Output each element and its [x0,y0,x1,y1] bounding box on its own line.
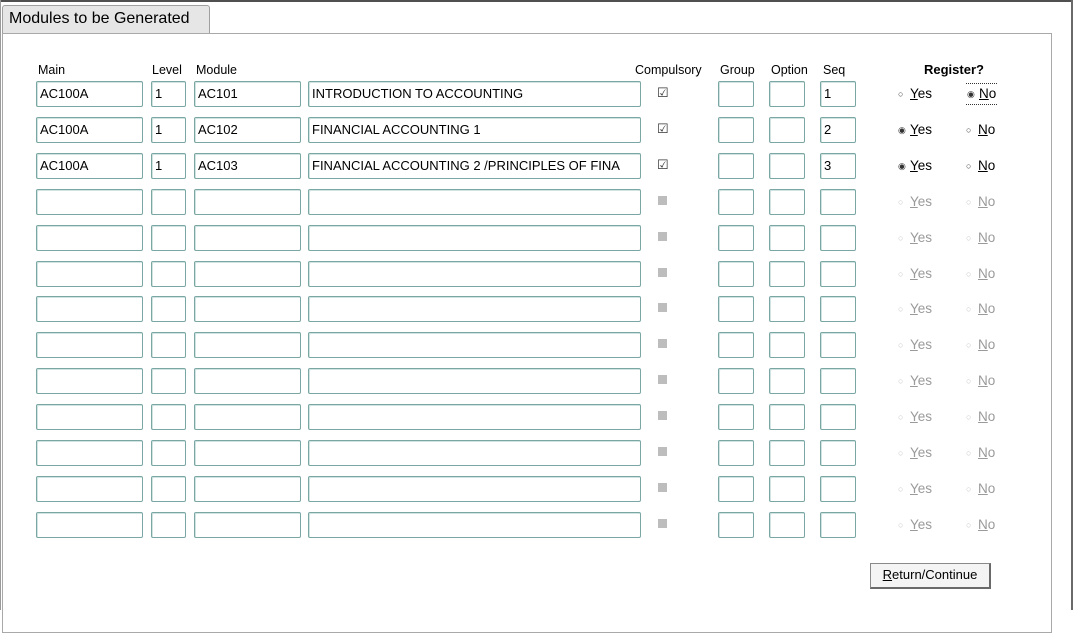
level-field[interactable] [151,440,186,466]
compulsory-checkbox[interactable] [658,483,667,492]
radio-circle-icon: ○ [898,89,904,99]
radio-yes-label: es [917,122,933,137]
radio-yes-hotkey: Y [910,481,918,496]
group-field[interactable] [718,81,754,107]
description-field[interactable] [308,404,641,430]
compulsory-checkbox[interactable] [658,519,667,528]
table-row [0,81,1073,107]
main-field[interactable] [36,296,143,322]
group-field[interactable] [718,261,754,287]
option-field[interactable] [769,296,805,322]
radio-no-hotkey: N [979,86,989,101]
register-no-radio[interactable] [966,335,995,355]
option-field[interactable] [769,153,805,179]
seq-field[interactable] [820,512,856,538]
radio-circle-icon: ○ [898,269,904,279]
description-field[interactable] [308,225,641,251]
option-field[interactable] [769,368,805,394]
option-field[interactable] [769,512,805,538]
main-field[interactable] [36,332,143,358]
seq-field[interactable] [820,189,856,215]
radio-circle-icon: ○ [898,412,904,422]
radio-yes-label: es [917,266,933,281]
radio-circle-icon: ○ [898,520,904,530]
radio-yes-label: es [917,409,933,424]
seq-field[interactable] [820,261,856,287]
description-field[interactable] [308,332,641,358]
radio-yes-label: es [917,301,933,316]
description-field[interactable]: INTRODUCTION TO ACCOUNTING [308,81,641,107]
description-field[interactable] [308,189,641,215]
radio-yes-hotkey: Y [910,86,918,101]
module-field[interactable]: AC102 [194,117,301,143]
main-field[interactable] [36,368,143,394]
radio-no-hotkey: N [978,409,988,424]
main-field[interactable] [36,404,143,430]
header-compulsory: Compulsory [635,63,702,77]
radio-yes-hotkey: Y [910,445,918,460]
register-yes-radio[interactable] [898,228,932,248]
option-field[interactable] [769,261,805,287]
seq-field[interactable] [820,368,856,394]
group-field[interactable] [718,404,754,430]
radio-no-hotkey: N [978,158,988,173]
option-field[interactable] [769,332,805,358]
radio-yes-label: es [917,86,933,101]
radio-yes-label: es [917,373,933,388]
module-field[interactable]: AC103 [194,153,301,179]
register-no-radio[interactable] [966,83,997,105]
radio-no-label: o [987,373,996,388]
radio-yes-hotkey: Y [910,158,918,173]
radio-no-hotkey: N [978,445,988,460]
radio-no-label: o [987,122,996,137]
compulsory-checkbox[interactable] [657,159,668,170]
radio-circle-icon: ○ [898,448,904,458]
seq-field[interactable]: 2 [820,117,856,143]
radio-no-hotkey: N [978,481,988,496]
radio-no-hotkey: N [978,230,988,245]
group-field[interactable] [718,117,754,143]
level-field[interactable] [151,225,186,251]
radio-yes-hotkey: Y [910,517,918,532]
register-no-radio[interactable] [966,228,995,248]
radio-circle-icon: ○ [966,520,972,530]
radio-yes-label: es [917,445,933,460]
group-field[interactable] [718,296,754,322]
level-field[interactable] [151,404,186,430]
radio-circle-icon: ○ [966,197,972,207]
radio-circle-icon: ○ [898,304,904,314]
main-field[interactable] [36,225,143,251]
radio-yes-hotkey: Y [910,230,918,245]
level-field[interactable] [151,368,186,394]
radio-circle-icon: ◉ [898,125,906,135]
group-field[interactable] [718,189,754,215]
compulsory-checkbox[interactable] [658,375,667,384]
level-field[interactable]: 1 [151,117,186,143]
option-field[interactable] [769,117,805,143]
header-register: Register? [924,62,984,77]
register-yes-radio[interactable] [898,120,932,140]
description-field[interactable] [308,296,641,322]
radio-no-label: o [987,409,996,424]
window-top-border [0,0,1073,2]
register-no-radio[interactable] [966,156,995,176]
radio-circle-icon: ○ [898,233,904,243]
compulsory-checkbox[interactable] [657,87,668,98]
option-field[interactable] [769,189,805,215]
module-field[interactable] [194,189,301,215]
level-field[interactable] [151,332,186,358]
register-no-radio[interactable] [966,479,995,499]
radio-yes-hotkey: Y [910,122,918,137]
register-yes-radio[interactable] [898,407,932,427]
radio-no-label: o [987,266,996,281]
main-field[interactable] [36,512,143,538]
compulsory-checkbox[interactable] [658,303,667,312]
table-row [0,153,1073,179]
table-row [0,225,1073,251]
radio-no-hotkey: N [978,337,988,352]
radio-yes-label: es [917,517,933,532]
radio-no-label: o [987,337,996,352]
level-field[interactable] [151,189,186,215]
radio-no-label: o [988,86,997,101]
radio-yes-label: es [917,194,933,209]
register-yes-radio[interactable] [898,264,932,284]
radio-circle-icon: ○ [898,376,904,386]
description-field[interactable] [308,368,641,394]
module-field[interactable] [194,368,301,394]
module-field[interactable] [194,225,301,251]
compulsory-checkbox[interactable] [657,123,668,134]
register-yes-radio[interactable] [898,515,932,535]
table-row [0,332,1073,358]
header-group: Group [720,63,755,77]
table-row [0,512,1073,538]
table-row [0,296,1073,322]
radio-no-label: o [987,481,996,496]
main-field[interactable]: AC100A [36,81,143,107]
return-continue-button[interactable] [870,563,991,589]
seq-field[interactable]: 1 [820,81,856,107]
register-yes-radio[interactable] [898,192,932,212]
group-field[interactable] [718,476,754,502]
radio-yes-hotkey: Y [910,373,918,388]
radio-circle-icon: ○ [966,161,972,171]
main-field[interactable] [36,261,143,287]
radio-circle-icon: ◉ [967,89,975,99]
radio-yes-label: es [917,230,933,245]
description-field[interactable] [308,512,641,538]
header-level: Level [152,63,182,77]
radio-circle-icon: ○ [966,233,972,243]
description-field[interactable] [308,440,641,466]
radio-yes-label: es [917,158,933,173]
module-field[interactable] [194,261,301,287]
level-field[interactable]: 1 [151,153,186,179]
module-field[interactable] [194,512,301,538]
register-no-radio[interactable] [966,120,995,140]
register-yes-radio[interactable] [898,335,932,355]
seq-field[interactable]: 3 [820,153,856,179]
radio-circle-icon: ○ [966,484,972,494]
seq-field[interactable] [820,332,856,358]
description-field[interactable] [308,476,641,502]
main-field[interactable]: AC100A [36,117,143,143]
return-button-label: eturn/Continue [892,567,978,582]
compulsory-checkbox[interactable] [658,411,667,420]
radio-circle-icon: ○ [966,269,972,279]
radio-circle-icon: ○ [966,448,972,458]
level-field[interactable]: 1 [151,81,186,107]
option-field[interactable] [769,476,805,502]
option-field[interactable] [769,81,805,107]
radio-circle-icon: ○ [966,125,972,135]
radio-yes-hotkey: Y [910,194,918,209]
header-option: Option [771,63,808,77]
radio-circle-icon: ○ [898,340,904,350]
register-no-radio[interactable] [966,299,995,319]
radio-no-label: o [987,301,996,316]
table-row [0,261,1073,287]
compulsory-checkbox[interactable] [658,196,667,205]
group-field[interactable] [718,153,754,179]
group-field[interactable] [718,368,754,394]
table-row [0,440,1073,466]
radio-yes-hotkey: Y [910,409,918,424]
radio-circle-icon: ○ [966,376,972,386]
register-no-radio[interactable] [966,443,995,463]
radio-circle-icon: ◉ [898,161,906,171]
radio-no-label: o [987,445,996,460]
seq-field[interactable] [820,296,856,322]
register-yes-radio[interactable] [898,84,932,104]
level-field[interactable] [151,476,186,502]
radio-no-hotkey: N [978,373,988,388]
register-yes-radio[interactable] [898,479,932,499]
register-yes-radio[interactable] [898,299,932,319]
main-field[interactable] [36,476,143,502]
group-field[interactable] [718,332,754,358]
seq-field[interactable] [820,225,856,251]
radio-no-hotkey: N [978,122,988,137]
radio-yes-hotkey: Y [910,301,918,316]
radio-yes-hotkey: Y [910,266,918,281]
header-seq: Seq [823,63,846,77]
level-field[interactable] [151,261,186,287]
main-field[interactable]: AC100A [36,153,143,179]
module-field[interactable] [194,332,301,358]
radio-yes-label: es [917,337,933,352]
radio-circle-icon: ○ [898,197,904,207]
group-field[interactable] [718,225,754,251]
compulsory-checkbox[interactable] [658,447,667,456]
module-field[interactable] [194,440,301,466]
register-no-radio[interactable] [966,192,995,212]
seq-field[interactable] [820,440,856,466]
radio-no-hotkey: N [978,194,988,209]
description-field[interactable]: FINANCIAL ACCOUNTING 1 [308,117,641,143]
radio-no-label: o [987,517,996,532]
compulsory-checkbox[interactable] [658,339,667,348]
register-no-radio[interactable] [966,264,995,284]
radio-circle-icon: ○ [966,340,972,350]
radio-no-label: o [987,158,996,173]
register-yes-radio[interactable] [898,371,932,391]
radio-no-hotkey: N [978,301,988,316]
radio-no-hotkey: N [978,517,988,532]
table-row [0,476,1073,502]
tab-modules-to-be-generated[interactable]: Modules to be Generated [2,5,210,33]
radio-circle-icon: ○ [898,484,904,494]
radio-yes-label: es [917,481,933,496]
table-row [0,117,1073,143]
radio-circle-icon: ○ [966,412,972,422]
register-yes-radio[interactable] [898,443,932,463]
radio-no-label: o [987,230,996,245]
option-field[interactable] [769,404,805,430]
register-yes-radio[interactable] [898,156,932,176]
table-row [0,404,1073,430]
module-field[interactable]: AC101 [194,81,301,107]
register-no-radio[interactable] [966,407,995,427]
main-field[interactable] [36,440,143,466]
compulsory-checkbox[interactable] [658,268,667,277]
radio-no-hotkey: N [978,266,988,281]
description-field[interactable] [308,261,641,287]
register-no-radio[interactable] [966,371,995,391]
radio-circle-icon: ○ [966,304,972,314]
seq-field[interactable] [820,476,856,502]
level-field[interactable] [151,512,186,538]
main-field[interactable] [36,189,143,215]
description-field[interactable]: FINANCIAL ACCOUNTING 2 /PRINCIPLES OF FINA [308,153,641,179]
module-field[interactable] [194,476,301,502]
module-field[interactable] [194,404,301,430]
group-field[interactable] [718,512,754,538]
level-field[interactable] [151,296,186,322]
compulsory-checkbox[interactable] [658,232,667,241]
return-button-hotkey: R [882,567,893,582]
radio-no-label: o [987,194,996,209]
register-no-radio[interactable] [966,515,995,535]
header-module: Module [196,63,237,77]
option-field[interactable] [769,440,805,466]
option-field[interactable] [769,225,805,251]
module-field[interactable] [194,296,301,322]
table-row [0,368,1073,394]
table-row [0,189,1073,215]
radio-yes-hotkey: Y [910,337,918,352]
header-main: Main [38,63,66,77]
seq-field[interactable] [820,404,856,430]
group-field[interactable] [718,440,754,466]
